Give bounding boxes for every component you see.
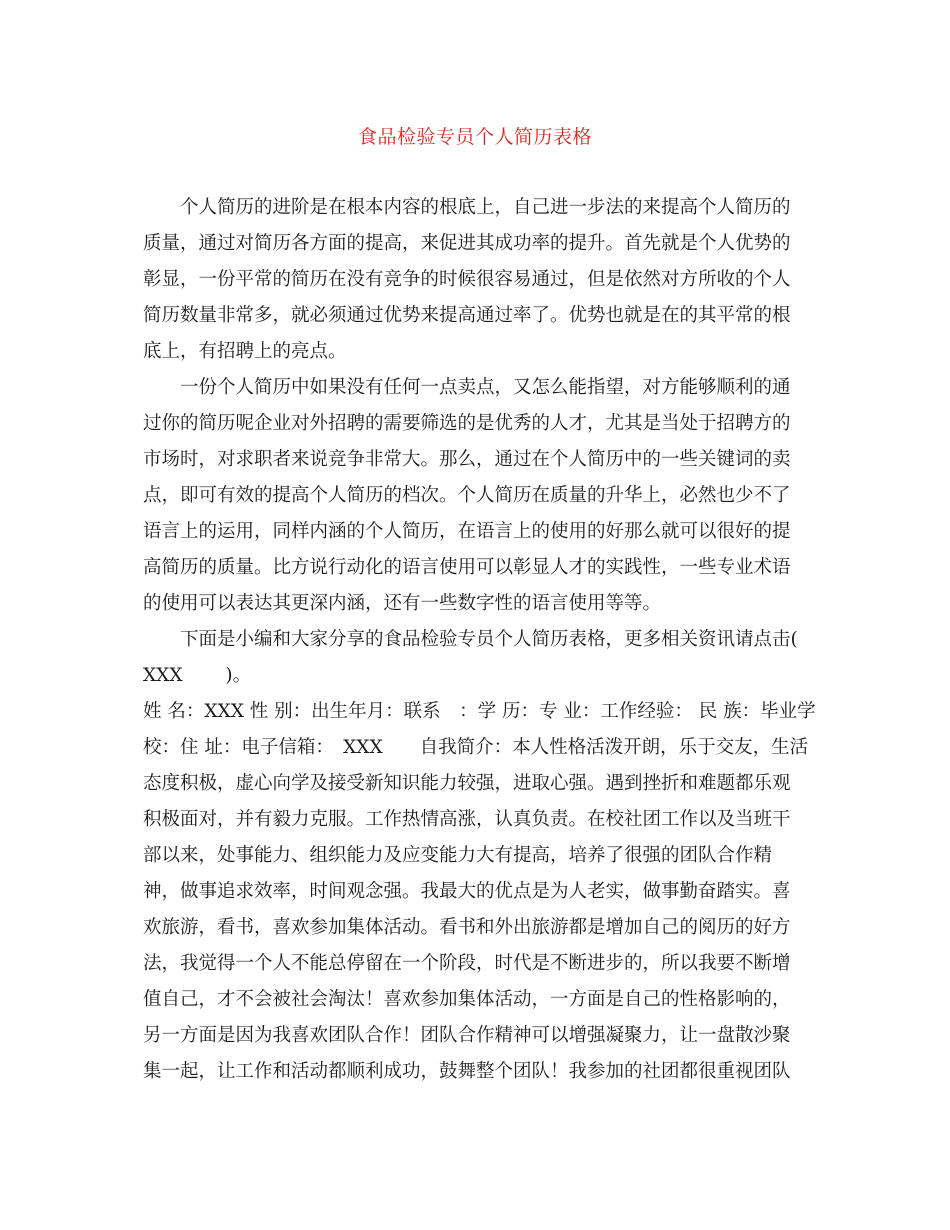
document-title: 食品检验专员个人简历表格 <box>357 126 592 148</box>
text-line: 简历数量非常多，就必须通过优势来提高通过率了。优势也就是在的其平常的根 <box>143 305 791 326</box>
text-line: 欢旅游，看书，喜欢参加集体活动。看书和外出旅游都是增加自己的阅历的好方 <box>143 917 791 938</box>
text-line: 质量，通过对简历各方面的提高，来促进其成功率的提升。首先就是个人优势的 <box>143 233 791 254</box>
text-line: 态度积极，虚心向学及接受新知识能力较强，进取心强。遇到挫折和难题都乐观 <box>143 773 791 794</box>
text-line: 市场时，对求职者来说竞争非常大。那么，通过在个人简历中的一些关键词的卖 <box>143 449 791 470</box>
text-line: 神，做事追求效率，时间观念强。我最大的优点是为人老实，做事勤奋踏实。喜 <box>143 881 791 902</box>
document-body <box>143 190 816 1090</box>
text-line: 下面是小编和大家分享的食品检验专员个人简历表格，更多相关资讯请点击( <box>180 629 798 650</box>
text-line: 积极面对，并有毅力克服。工作热情高涨，认真负责。在校社团工作以及当班干 <box>143 809 791 830</box>
text-line: 点，即可有效的提高个人简历的档次。个人简历在质量的升华上，必然也少不了 <box>143 485 791 506</box>
text-line: 姓 名：XXX 性 别：出生年月：联系 ：学 历：专 业：工作经验： 民 族：毕业学 <box>143 701 816 722</box>
text-line: 底上，有招聘上的亮点。 <box>143 341 347 362</box>
text-line: 彰显，一份平常的简历在没有竞争的时候很容易通过，但是依然对方所收的个人 <box>143 269 791 290</box>
text-line: 一份个人简历中如果没有任何一点卖点，又怎么能指望，对方能够顺利的通 <box>180 377 791 398</box>
text-line: 个人简历的进阶是在根本内容的根底上，自己进一步法的来提高个人简历的 <box>180 197 791 218</box>
text-line: 过你的简历呢企业对外招聘的需要筛选的是优秀的人才，尤其是当处于招聘方的 <box>143 413 791 434</box>
text-line: 法，我觉得一个人不能总停留在一个阶段，时代是不断进步的，所以我要不断增 <box>143 953 791 974</box>
text-line: 高简历的质量。比方说行动化的语言使用可以彰显人才的实践性，一些专业术语 <box>143 557 791 578</box>
text-line: 语言上的运用，同样内涵的个人简历，在语言上的使用的好那么就可以很好的提 <box>143 521 791 542</box>
text-line: 的使用可以表达其更深内涵，还有一些数字性的语言使用等等。 <box>143 593 662 614</box>
text-line: 部以来，处事能力、组织能力及应变能力大有提高，培养了很强的团队合作精 <box>143 845 773 866</box>
text-line: 另一方面是因为我喜欢团队合作！团队合作精神可以增强凝聚力，让一盘散沙聚 <box>143 1025 791 1046</box>
text-line: XXX )。 <box>143 665 252 686</box>
text-line: 校：住 址：电子信箱： XXX 自我简介：本人性格活泼开朗，乐于交友，生活 <box>143 737 809 758</box>
text-line: 集一起，让工作和活动都顺利成功，鼓舞整个团队！我参加的社团都很重视团队 <box>143 1061 791 1082</box>
text-line: 值自己，才不会被社会淘汰！喜欢参加集体活动，一方面是自己的性格影响的， <box>143 989 791 1010</box>
